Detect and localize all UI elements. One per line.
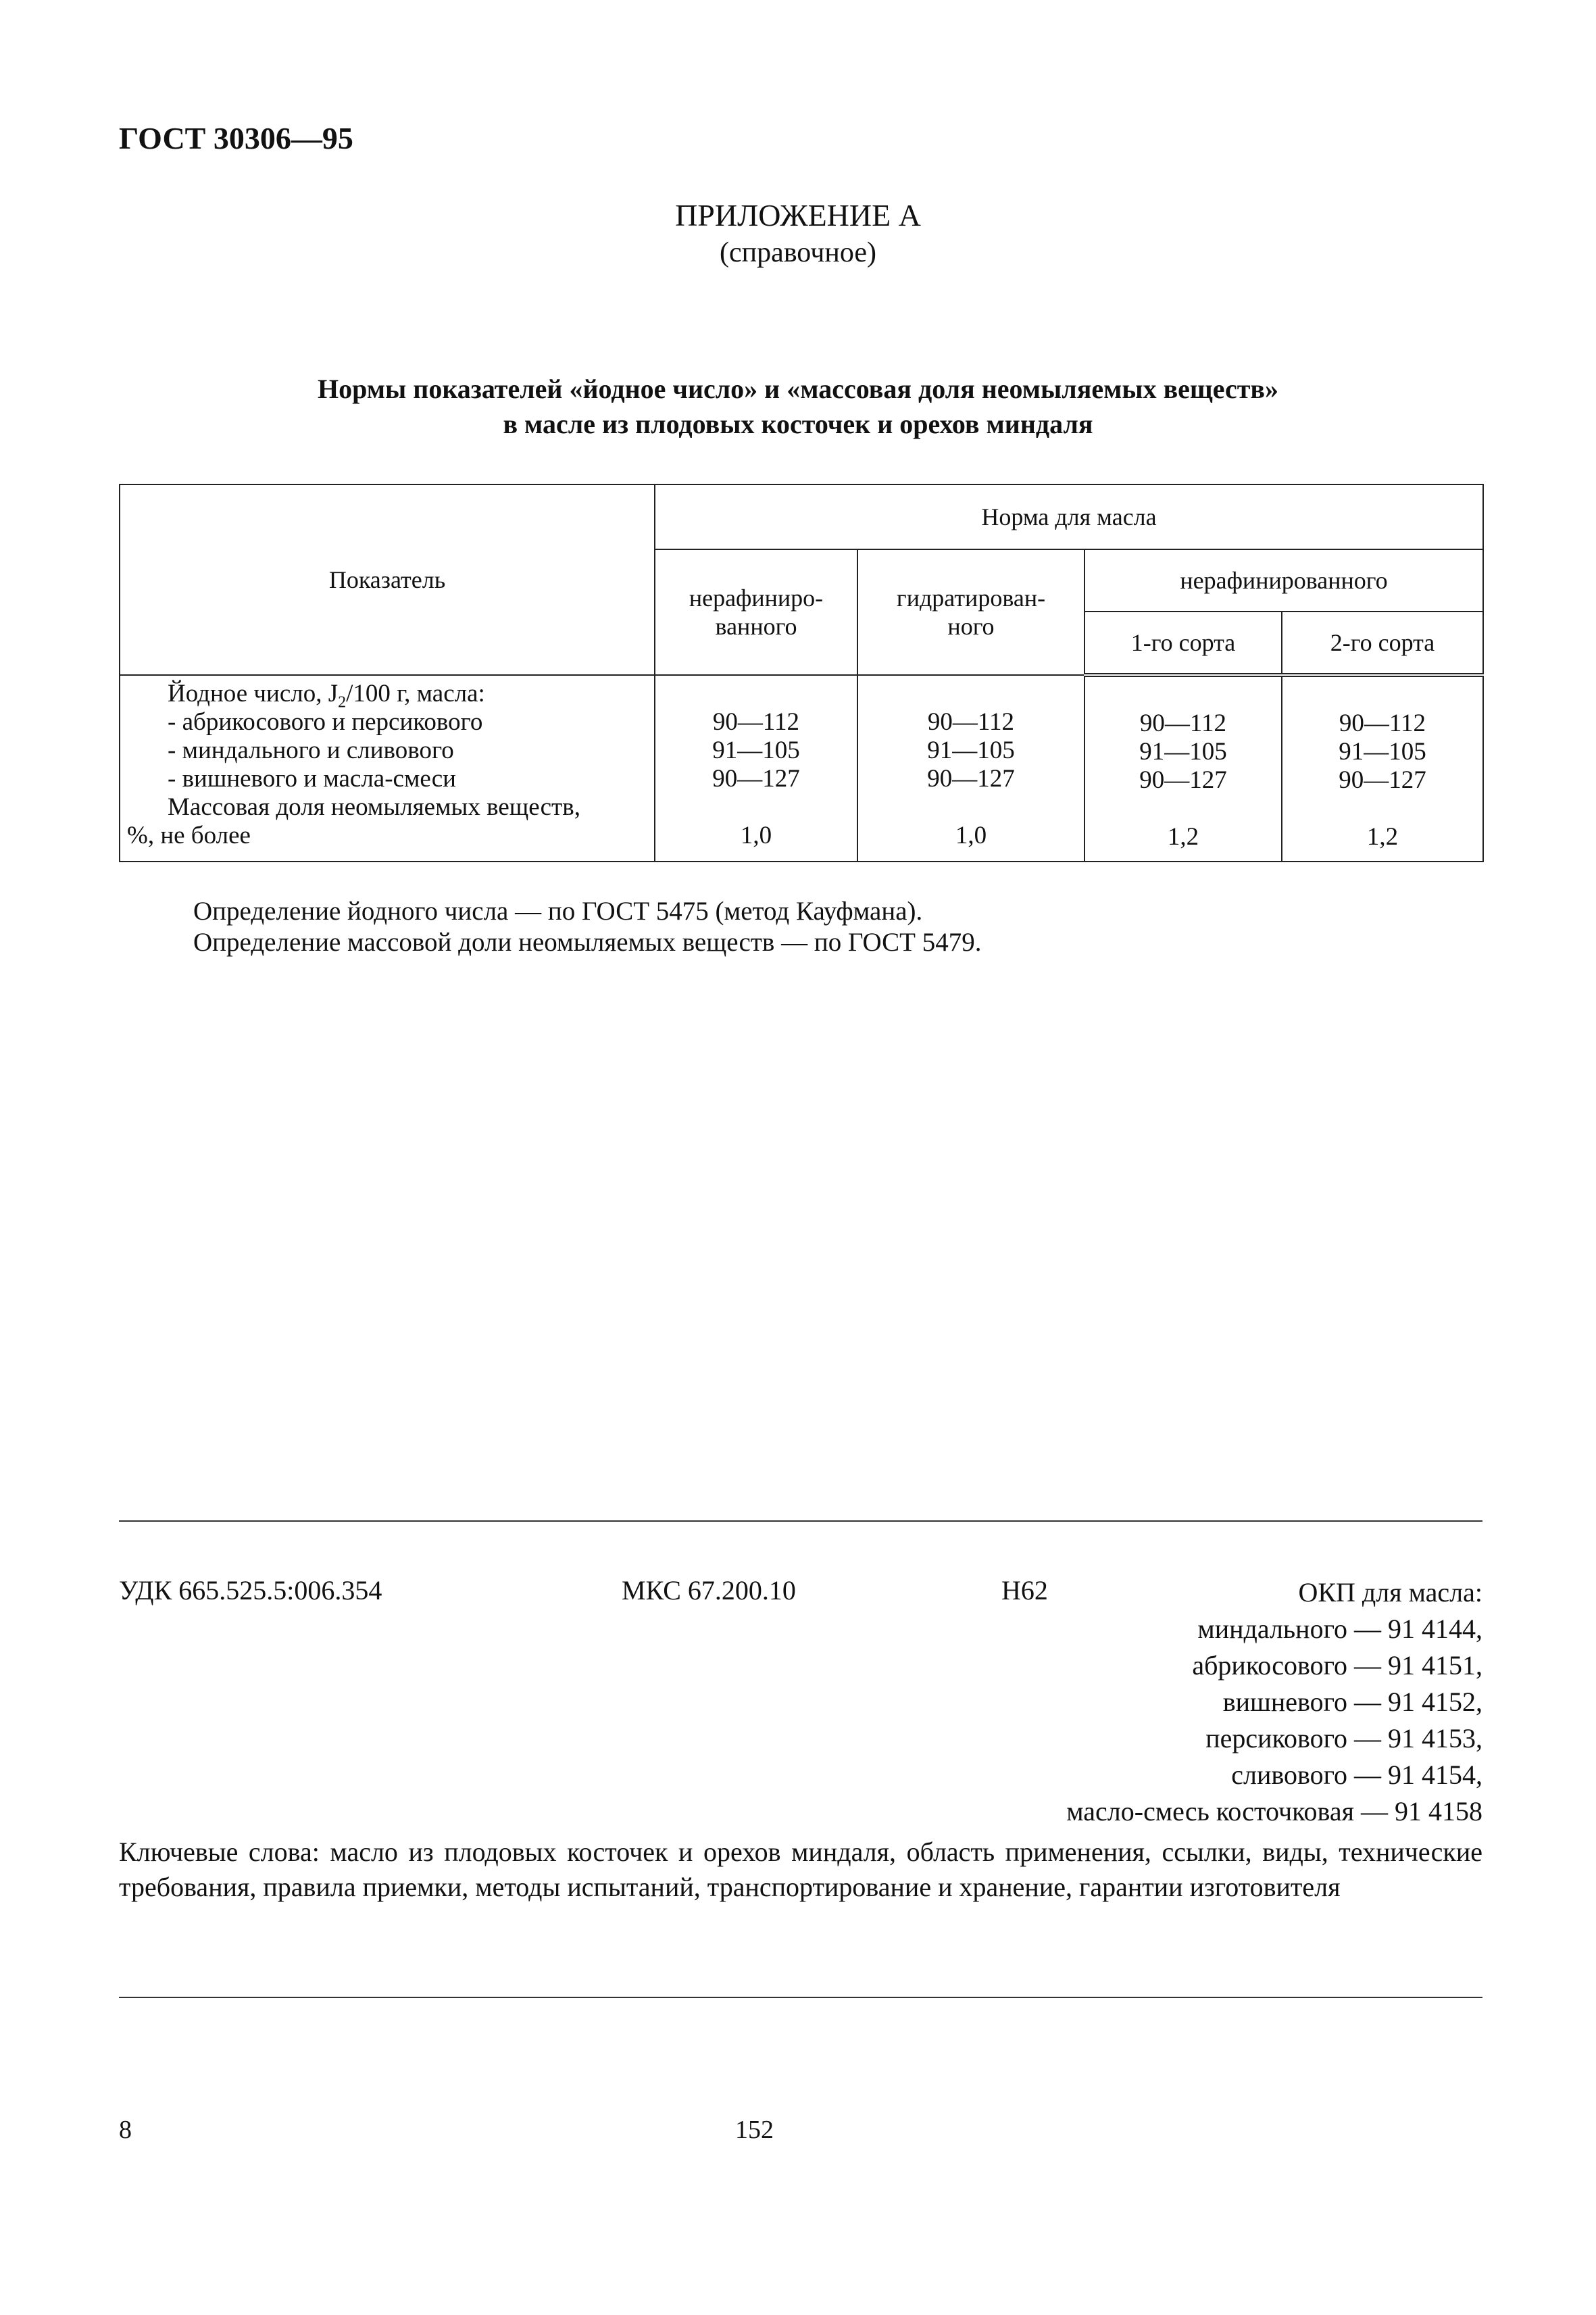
table-cell: 1,0: [955, 822, 987, 849]
note-iodine-method: Определение йодного числа — по ГОСТ 5475 (метод Кауфмана).: [193, 897, 923, 926]
okp-item: миндального — 91 4144,: [1197, 1614, 1482, 1644]
table-cell: 90—127: [1139, 766, 1227, 794]
header-grade-2: 2-го сорта: [1282, 612, 1483, 675]
row-labels: [120, 675, 655, 862]
table-cell: 1,2: [1167, 823, 1199, 851]
mks-code: МКС 67.200.10: [622, 1575, 796, 1605]
values-grade-2: [1282, 675, 1483, 862]
values-unrefined: [655, 675, 857, 862]
values-grade-1: [1084, 675, 1282, 862]
udk-code: УДК 665.525.5:006.354: [119, 1575, 382, 1605]
table-cell: 90—112: [1339, 710, 1426, 737]
table-cell: 90—127: [927, 765, 1015, 793]
table-title-line-1: Нормы показателей «йодное число» и «массовая доля неомыляемых веществ»: [318, 374, 1278, 404]
okp-item: персикового — 91 4153,: [1205, 1723, 1482, 1753]
header-grade-1: 1-го сорта: [1084, 612, 1282, 675]
table-cell: 90—127: [712, 765, 800, 793]
header-norm: Норма для масла: [655, 484, 1483, 549]
header-hydrated-line-1: гидратирован-: [896, 584, 1046, 612]
keywords: Ключевые слова: масло из плодовых косточек и орехов миндаля, область применения, ссылки, виды, технические требования, правила приемки, методы испытаний, транспортирование и хранение, гарантии изготовителя: [119, 1837, 1482, 1902]
classification-code: Н62: [1001, 1575, 1048, 1605]
table-cell: 91—105: [1339, 738, 1426, 766]
row-mass-label-2: %, не более: [127, 822, 251, 849]
okp-item: абрикосового — 91 4151,: [1192, 1650, 1482, 1681]
table-cell: 90—112: [927, 708, 1015, 736]
iodine-suffix: /100 г, масла:: [346, 680, 485, 707]
header-indicator: Показатель: [120, 484, 655, 675]
table-cell: 91—105: [712, 737, 800, 764]
document-id: ГОСТ 30306—95: [119, 121, 353, 155]
page-number-local: 8: [119, 2116, 132, 2144]
divider-bottom: [119, 1997, 1482, 1998]
iodine-prefix: Йодное число, J: [168, 680, 339, 707]
okp-item: вишневого — 91 4152,: [1222, 1687, 1482, 1717]
okp-item: сливового — 91 4154,: [1231, 1760, 1482, 1790]
okp-item: масло-смесь косточковая — 91 4158: [1066, 1796, 1482, 1826]
annex-type: (справочное): [720, 237, 876, 268]
table-cell: 91—105: [1139, 738, 1227, 766]
table-cell: 1,2: [1366, 823, 1399, 851]
header-unrefined-group: нерафинированного: [1084, 549, 1483, 612]
table-title: [0, 372, 1596, 442]
note-unsaponifiable-method: Определение массовой доли неомыляемых веществ — по ГОСТ 5479.: [193, 928, 982, 957]
table-cell: 1,0: [740, 822, 772, 849]
table-title-line-2: в масле из плодовых косточек и орехов миндаля: [503, 409, 1093, 439]
page-number-global: 152: [735, 2116, 774, 2144]
header-hydrated-line-2: ного: [947, 613, 995, 640]
row-cherry-label: - вишневого и масла-смеси: [168, 765, 456, 793]
header-hydrated: [857, 549, 1084, 675]
row-almond-label: - миндального и сливового: [168, 737, 454, 764]
header-unrefined-line-2: ванного: [715, 613, 797, 640]
table-cell: 90—112: [1139, 710, 1227, 737]
okp-block: [1066, 1574, 1482, 1830]
header-unrefined-line-1: нерафиниро-: [689, 584, 824, 612]
row-apricot-label: - абрикосового и персикового: [168, 708, 483, 736]
row-iodine-label: [127, 680, 647, 712]
row-mass-label-1: Массовая доля неомыляемых веществ,: [168, 793, 580, 821]
values-hydrated: [857, 675, 1084, 862]
okp-title: ОКП для масла:: [1298, 1577, 1482, 1608]
table-cell: 90—112: [712, 708, 800, 736]
divider-top: [119, 1520, 1482, 1522]
iodine-subscript: 2: [338, 693, 347, 712]
table-cell: 91—105: [927, 737, 1015, 764]
header-unrefined: [655, 549, 857, 675]
table-cell: 90—127: [1339, 766, 1426, 794]
annex-title: ПРИЛОЖЕНИЕ А: [675, 198, 921, 232]
norms-table: [119, 484, 1484, 862]
